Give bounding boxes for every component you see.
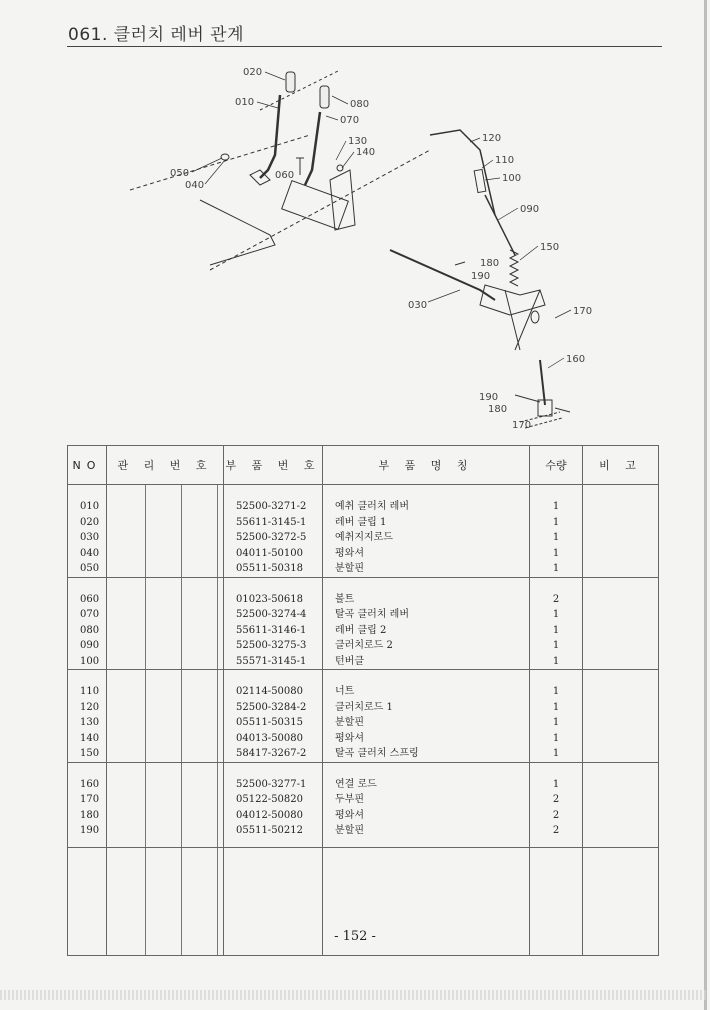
remarks-cell	[583, 485, 659, 578]
management-no-cell	[107, 485, 224, 578]
part-name-value: 평와셔	[335, 732, 364, 744]
part-name-value: 탈곡 클러치 레버	[335, 609, 409, 620]
part-no-value: 04012-50080	[236, 809, 304, 821]
qty-value: 2	[552, 593, 560, 605]
remarks-cell	[583, 670, 659, 763]
management-no-divider	[181, 670, 182, 762]
part-name-value: 연결 로드	[335, 778, 377, 790]
remarks-cell	[583, 762, 659, 847]
no-value: 160	[80, 778, 100, 790]
qty-cell	[530, 670, 583, 763]
qty-value: 1	[552, 609, 560, 620]
header-remarks: 비 고	[583, 446, 659, 485]
qty-value: 1	[552, 516, 560, 528]
part-no-value: 55611-3146-1	[236, 624, 307, 636]
part-no-cell	[224, 670, 323, 763]
management-no-cell	[107, 577, 224, 670]
part-no-value: 04013-50080	[236, 732, 304, 744]
part-name-value: 볼트	[335, 593, 355, 605]
part-name-value: 레버 클립 1	[335, 516, 387, 528]
part-name-value: 평와셔	[335, 547, 364, 559]
qty-value: 1	[552, 778, 560, 790]
no-cell	[68, 762, 107, 847]
label-180: 180	[480, 258, 500, 269]
no-value: 150	[80, 748, 100, 759]
part-name-value: 레버 클립 2	[335, 624, 387, 636]
title-rule	[67, 46, 662, 47]
label-140: 140	[356, 147, 376, 158]
no-value: 120	[80, 701, 100, 713]
part-no-value: 52500-3274-4	[236, 609, 307, 620]
part-no-value: 04011-50100	[236, 547, 304, 559]
part-name-value: 분할핀	[335, 825, 364, 836]
part-no-value: 05122-50820	[236, 794, 304, 805]
exploded-diagram	[100, 50, 600, 440]
part-name-value: 클러치로드 1	[335, 701, 393, 713]
part-no-value: 52500-3272-5	[236, 532, 307, 543]
table-row-group	[68, 485, 659, 578]
qty-value: 1	[552, 655, 560, 667]
management-no-divider	[217, 670, 218, 762]
no-value: 020	[80, 516, 100, 528]
header-qty: 수량	[530, 446, 583, 485]
label-100: 100	[502, 173, 522, 184]
no-value: 090	[80, 640, 100, 651]
part-no-cell	[224, 485, 323, 578]
label-170b: 170	[512, 420, 532, 431]
parts-table	[67, 445, 659, 956]
qty-value: 1	[552, 532, 560, 543]
part-no-cell	[224, 762, 323, 847]
page-number: - 152 -	[334, 929, 376, 944]
no-value: 110	[80, 686, 100, 697]
part-no-value: 05511-50318	[236, 563, 304, 574]
management-no-divider	[217, 578, 218, 670]
qty-value: 1	[552, 717, 560, 728]
management-no-divider	[145, 578, 146, 670]
no-value: 080	[80, 624, 100, 636]
part-name-value: 너트	[335, 686, 355, 697]
part-no-value: 05511-50212	[236, 825, 304, 836]
qty-value: 2	[552, 794, 560, 805]
qty-value: 1	[552, 624, 560, 636]
part-name-cell	[323, 577, 530, 670]
management-no-divider	[145, 485, 146, 577]
label-180b: 180	[488, 404, 508, 415]
no-value: 170	[80, 794, 100, 805]
part-name-value: 예취 클러치 레버	[335, 501, 409, 512]
qty-cell	[530, 485, 583, 578]
part-no-value: 52500-3277-1	[236, 778, 307, 790]
qty-value: 1	[552, 686, 560, 697]
part-name-value: 두부핀	[335, 794, 364, 805]
label-010: 010	[235, 97, 255, 108]
management-no-divider	[217, 763, 218, 847]
qty-value: 1	[552, 732, 560, 744]
label-130: 130	[348, 136, 368, 147]
no-value: 190	[80, 825, 100, 836]
part-no-value: 52500-3271-2	[236, 501, 307, 512]
management-no-divider	[145, 670, 146, 762]
part-name-cell	[323, 485, 530, 578]
part-no-value: 05511-50315	[236, 717, 304, 728]
label-040: 040	[185, 180, 205, 191]
part-no-cell	[224, 577, 323, 670]
part-name-value: 턴버클	[335, 655, 364, 667]
part-name-value: 분할핀	[335, 563, 364, 574]
no-value: 180	[80, 809, 100, 821]
no-value: 130	[80, 717, 100, 728]
part-no-value: 01023-50618	[236, 593, 304, 605]
part-name-value: 탈곡 클러치 스프링	[335, 748, 419, 759]
label-170: 170	[573, 306, 593, 317]
no-cell	[68, 485, 107, 578]
no-cell	[68, 577, 107, 670]
management-no-divider	[217, 485, 218, 577]
management-no-cell	[107, 670, 224, 763]
management-no-divider	[181, 578, 182, 670]
no-value: 040	[80, 547, 100, 559]
qty-cell	[530, 762, 583, 847]
part-name-value: 평와셔	[335, 809, 364, 821]
management-no-divider	[145, 763, 146, 847]
no-value: 050	[80, 563, 100, 574]
label-120: 120	[482, 133, 502, 144]
no-value: 030	[80, 532, 100, 543]
scan-artifact	[0, 990, 706, 1000]
part-no-value: 52500-3275-3	[236, 640, 307, 651]
table-header-row	[68, 446, 659, 485]
no-value: 060	[80, 593, 100, 605]
part-no-value: 52500-3284-2	[236, 701, 307, 713]
label-080: 080	[350, 99, 370, 110]
no-cell	[68, 670, 107, 763]
management-no-divider	[181, 763, 182, 847]
part-name-cell	[323, 762, 530, 847]
label-070: 070	[340, 115, 360, 126]
label-190b: 190	[479, 392, 499, 403]
part-no-value: 58417-3267-2	[236, 748, 307, 759]
qty-value: 1	[552, 640, 560, 651]
qty-value: 1	[552, 563, 560, 574]
label-050: 050	[170, 168, 190, 179]
label-190: 190	[471, 271, 491, 282]
management-no-cell	[107, 762, 224, 847]
no-value: 010	[80, 501, 100, 512]
label-020: 020	[243, 67, 263, 78]
header-no: NO	[68, 446, 107, 485]
part-name-value: 클러치로드 2	[335, 640, 393, 651]
label-030: 030	[408, 300, 428, 311]
table-row-group	[68, 670, 659, 763]
qty-value: 2	[552, 809, 560, 821]
label-160: 160	[566, 354, 586, 365]
label-090: 090	[520, 204, 540, 215]
qty-value: 2	[552, 825, 560, 836]
part-name-value: 예취지지로드	[335, 532, 393, 543]
remarks-cell	[583, 577, 659, 670]
part-no-value: 55611-3145-1	[236, 516, 307, 528]
no-value: 140	[80, 732, 100, 744]
no-value: 100	[80, 655, 100, 667]
label-060: 060	[275, 170, 295, 181]
page-title: 061. 클러치 레버 관계	[68, 25, 245, 45]
part-no-value: 02114-50080	[236, 686, 304, 697]
header-part-no: 부 품 번 호	[224, 446, 323, 485]
header-part-name: 부 품 명 칭	[323, 446, 530, 485]
table-row-group	[68, 577, 659, 670]
qty-value: 1	[552, 701, 560, 713]
qty-value: 1	[552, 748, 560, 759]
no-value: 070	[80, 609, 100, 620]
table-row-group	[68, 762, 659, 847]
qty-cell	[530, 577, 583, 670]
part-name-value: 분할핀	[335, 717, 364, 728]
label-150: 150	[540, 242, 560, 253]
management-no-divider	[181, 485, 182, 577]
part-name-cell	[323, 670, 530, 763]
qty-value: 1	[552, 501, 560, 512]
header-management-no: 관 리 번 호	[107, 446, 224, 485]
part-no-value: 55571-3145-1	[236, 655, 307, 667]
qty-value: 1	[552, 547, 560, 559]
label-110: 110	[495, 155, 515, 166]
